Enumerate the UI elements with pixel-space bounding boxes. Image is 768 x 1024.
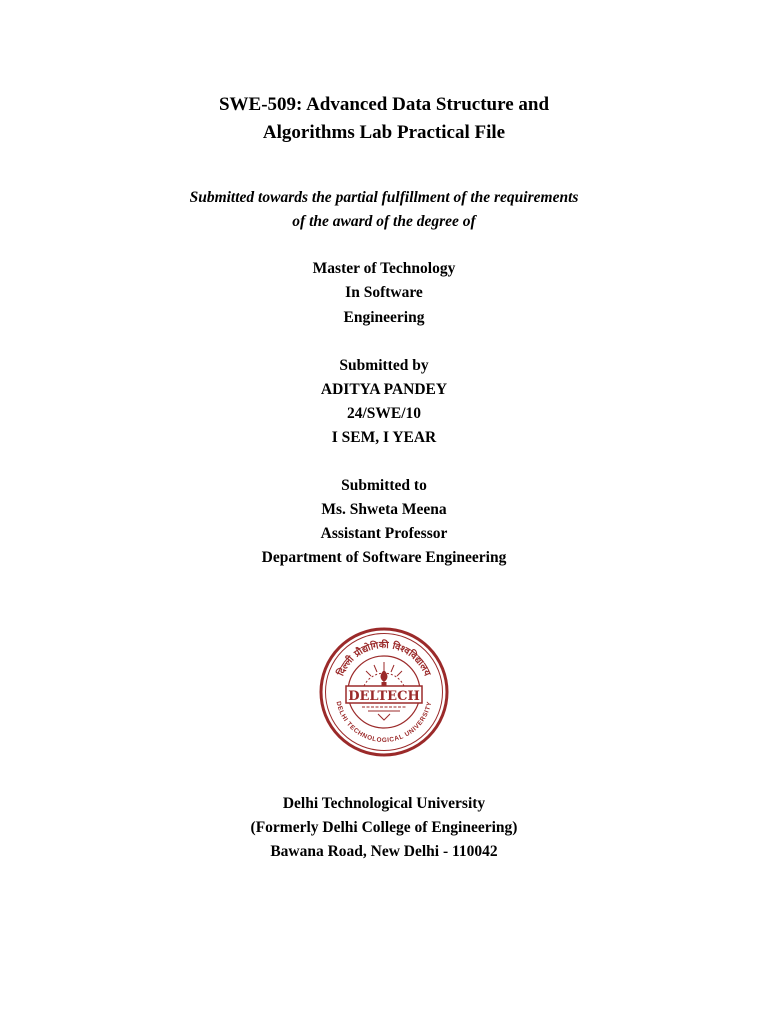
faculty-name: Ms. Shweta Meena [321, 501, 447, 518]
seal-wordmark: DELTECH [348, 689, 420, 704]
degree-line-3: Engineering [343, 309, 425, 326]
seal-hindi-text: दिल्ली प्रौद्योगिकी विश्वविद्यालय [335, 639, 433, 678]
semester-year: I SEM, I YEAR [331, 429, 437, 446]
faculty-department: Department of Software Engineering [261, 549, 507, 566]
university-former-name: (Formerly Delhi College of Engineering) [250, 819, 518, 836]
university-address: Bawana Road, New Delhi - 110042 [270, 843, 498, 860]
svg-text:DELHI TECHNOLOGICAL UNIVERSITY [335, 701, 434, 744]
university-name: Delhi Technological University [282, 795, 486, 812]
student-name: ADITYA PANDEY [320, 381, 448, 398]
roll-number: 24/SWE/10 [346, 405, 422, 422]
document-title-line-1: SWE-509: Advanced Data Structure and [218, 94, 550, 115]
submitted-to-heading: Submitted to [341, 477, 427, 494]
seal-ring-text: DELHI TECHNOLOGICAL UNIVERSITY [334, 700, 434, 745]
submission-note-line-1: Submitted towards the partial fulfillment of the requirements [189, 189, 579, 206]
university-seal-icon [318, 626, 450, 758]
submission-note-line-2: of the award of the degree of [292, 213, 476, 230]
faculty-designation: Assistant Professor [320, 525, 448, 542]
document-title-line-2: Algorithms Lab Practical File [262, 122, 506, 143]
degree-line-2: In Software [345, 284, 423, 301]
degree-line-1: Master of Technology [312, 260, 456, 277]
submitted-by-heading: Submitted by [339, 357, 429, 374]
